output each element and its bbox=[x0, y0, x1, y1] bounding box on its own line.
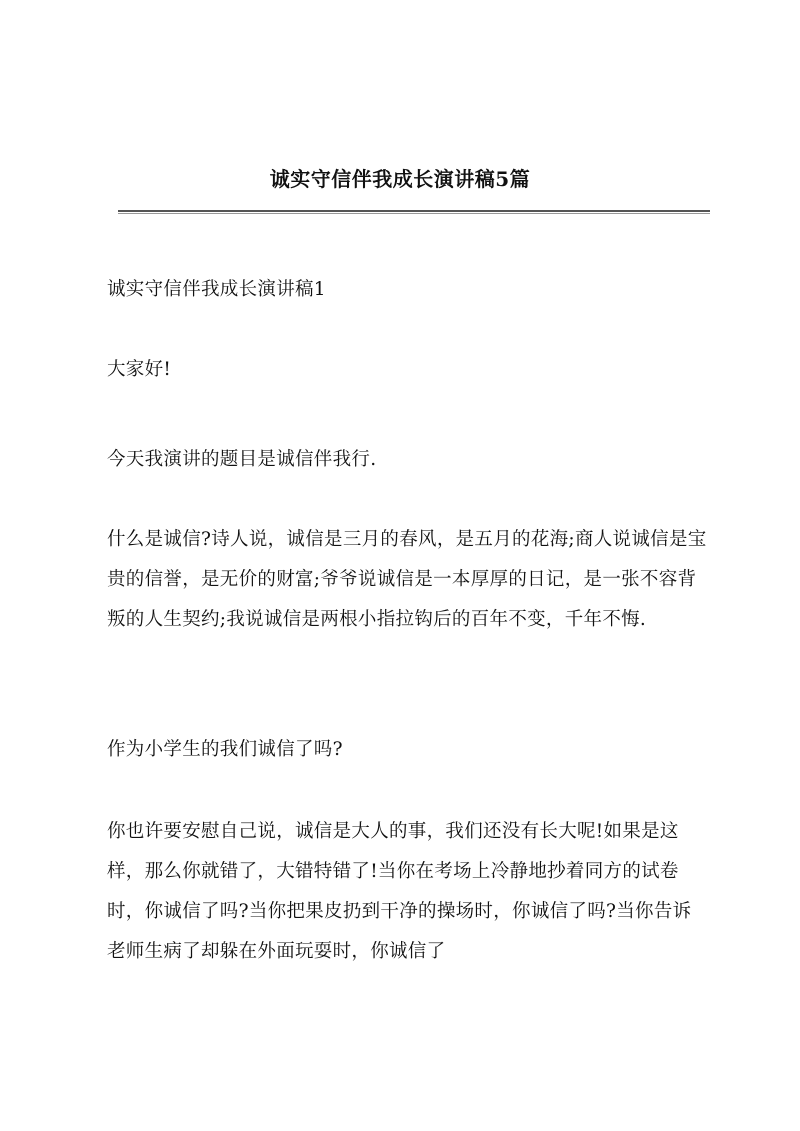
what-is-integrity-paragraph: 什么是诚信?诗人说，诚信是三月的春风，是五月的花海;商人说诚信是宝贵的信誉，是无价的财富;爷爷说诚信是一本厚厚的日记，是一张不容背叛的人生契约;我说诚信是两根小指拉钩后的百年不变，千年不悔. bbox=[107, 529, 707, 630]
maybe-paragraph: 你也许要安慰自己说，诚信是大人的事，我们还没有长大呢!如果是这样，那么你就错了，大错特错了!当你在考场上冷静地抄着同方的试卷时，你诚信了吗?当你把果皮扔到干净的操场时，你诚信了吗?当你告诉老师生病了却躲在外面玩耍时，你诚信了 bbox=[107, 821, 692, 962]
title-divider bbox=[118, 210, 710, 214]
section-heading: 诚实守信伴我成长演讲稿1 bbox=[107, 279, 326, 300]
page-title: 诚实守信伴我成长演讲稿5篇 bbox=[269, 167, 531, 191]
question-paragraph: 作为小学生的我们诚信了吗? bbox=[107, 739, 343, 760]
greeting-paragraph: 大家好! bbox=[107, 359, 172, 380]
topic-paragraph: 今天我演讲的题目是诚信伴我行. bbox=[107, 449, 377, 470]
